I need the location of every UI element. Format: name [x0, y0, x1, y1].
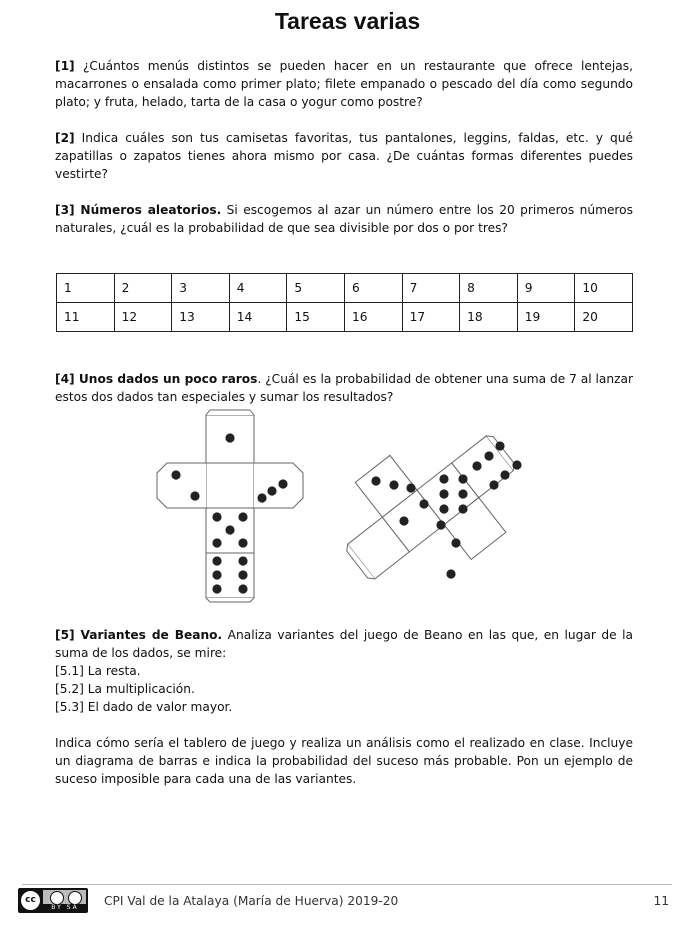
task-2-text: Indica cuáles son tus camisetas favoritas, tus pantalones, leggins, faldas, etc. y qué zapatillas o zapatos tienes ahora mismo por casa. ¿De cuántas formas diferentes puedes vestirte?	[55, 131, 633, 181]
task-2	[55, 129, 633, 183]
table-cell: 5	[287, 274, 345, 303]
task-1-number: [1]	[55, 59, 75, 73]
task-4	[55, 370, 633, 406]
task-3-heading: Números aleatorios.	[74, 203, 222, 217]
task-3-number: [3]	[55, 203, 75, 217]
table-cell: 6	[344, 274, 402, 303]
task-3-text: Si escogemos al azar un número entre los 20 primeros números naturales, ¿cuál es la probabilidad de que sea divisible por dos o por tres?	[55, 203, 633, 235]
table-cell: 1	[57, 274, 115, 303]
task-4-number: [4]	[55, 372, 75, 386]
table-row	[57, 303, 633, 332]
task-5-number: [5]	[55, 628, 75, 642]
table-cell: 14	[229, 303, 287, 332]
table-cell: 9	[517, 274, 575, 303]
table-cell: 18	[460, 303, 518, 332]
dice-nets-figure	[0, 405, 695, 605]
table-cell: 4	[229, 274, 287, 303]
task-5	[55, 626, 633, 662]
footer-school: CPI Val de la Atalaya (María de Huerva) 2019-20	[104, 894, 399, 908]
table-cell: 8	[460, 274, 518, 303]
footer-divider	[22, 884, 672, 885]
task-3	[55, 201, 633, 237]
task-5-item: [5.1] La resta.	[55, 664, 141, 678]
task-5-heading: Variantes de Beano.	[74, 628, 223, 642]
cc-logo-icon: cc	[20, 890, 41, 911]
task-1	[55, 57, 633, 111]
task-5-text: Analiza variantes del juego de Beano en las que, en lugar de la suma de los dados, se mire:	[55, 628, 633, 660]
task-5-closing: Indica cómo sería el tablero de juego y realiza un análisis como el realizado en clase. Incluye un diagrama de barras e indica la probabilidad del suceso más probable. Pon un ejemplo de suceso imposible para cada una de las variantes.	[55, 736, 633, 786]
table-row	[57, 274, 633, 303]
table-cell: 16	[344, 303, 402, 332]
share-alike-icon	[68, 891, 82, 905]
number-table	[56, 273, 633, 332]
table-cell: 13	[172, 303, 230, 332]
table-cell: 2	[114, 274, 172, 303]
table-cell: 10	[575, 274, 633, 303]
task-1-text: ¿Cuántos menús distintos se pueden hacer en un restaurante que ofrece lentejas, macarrones o ensalada como primer plato; filete empanado o pescado del día como segundo plato; y fruta, helado, tarta de la casa o yogur como postre?	[55, 59, 633, 109]
table-cell: 15	[287, 303, 345, 332]
cc-license-label: BY SA	[51, 904, 79, 911]
die-net-left	[157, 410, 303, 602]
table-cell: 12	[114, 303, 172, 332]
task-4-heading: Unos dados un poco raros	[74, 372, 258, 386]
task-2-number: [2]	[55, 131, 75, 145]
task-5-item: [5.3] El dado de valor mayor.	[55, 700, 233, 714]
table-cell: 19	[517, 303, 575, 332]
table-cell: 20	[575, 303, 633, 332]
table-cell: 11	[57, 303, 115, 332]
page-title: Tareas varias	[274, 8, 421, 34]
table-cell: 7	[402, 274, 460, 303]
cc-license-badge	[18, 888, 88, 913]
task-5-item: [5.2] La multiplicación.	[55, 682, 195, 696]
die-net-right	[317, 405, 545, 605]
table-cell: 17	[402, 303, 460, 332]
person-icon	[50, 891, 64, 905]
page-number: 11	[653, 894, 669, 908]
task-4-text: . ¿Cuál es la probabilidad de obtener una suma de 7 al lanzar estos dos dados tan especiales y sumar los resultados?	[55, 372, 633, 404]
table-cell: 3	[172, 274, 230, 303]
